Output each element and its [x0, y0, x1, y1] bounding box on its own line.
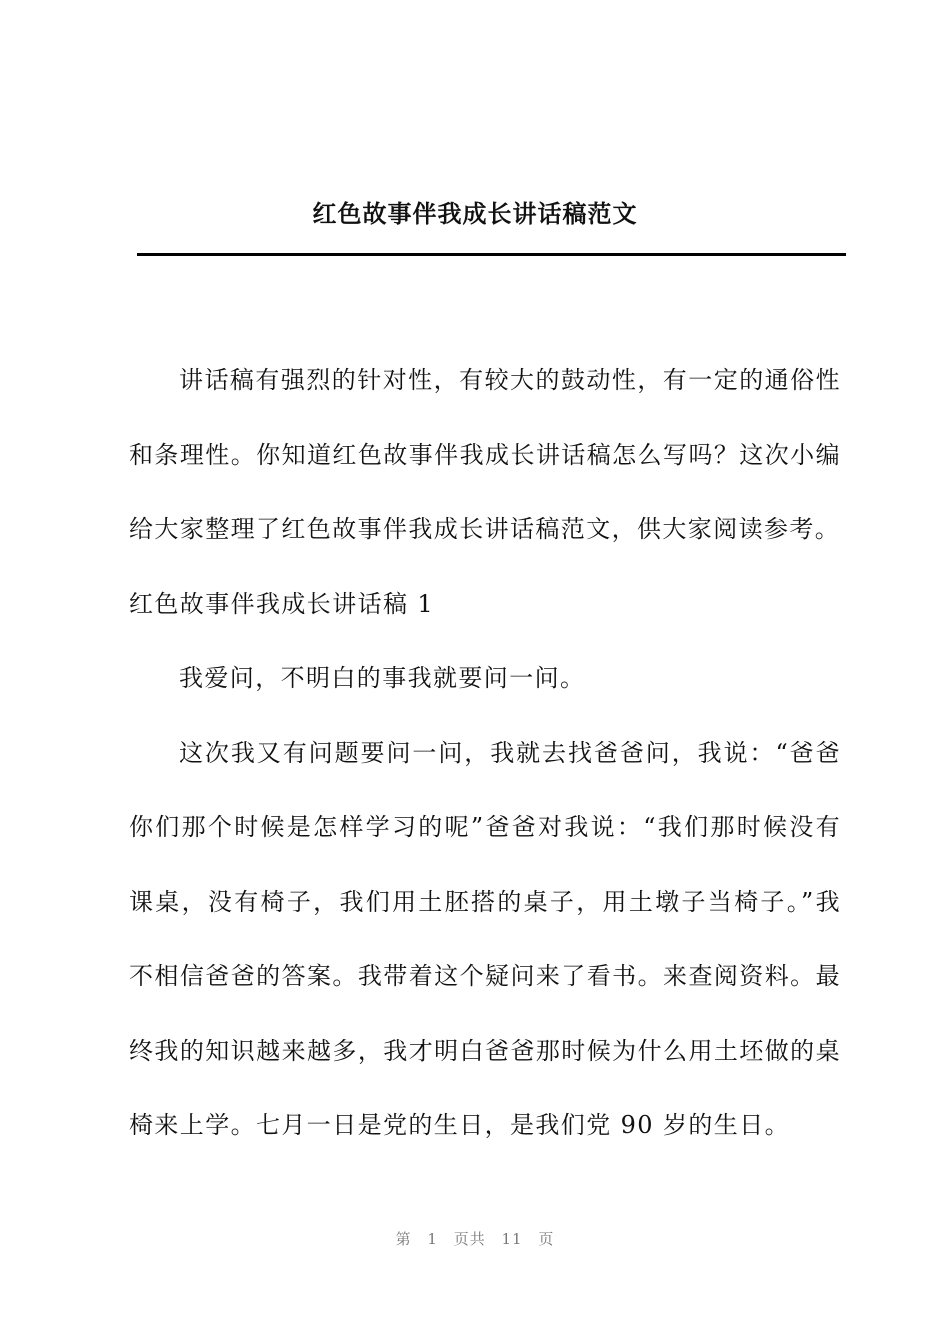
section-heading: 红色故事伴我成长讲话稿 1	[129, 589, 435, 618]
document-title: 红色故事伴我成长讲话稿范文	[312, 199, 638, 228]
body-paragraph-1: 我爱问，不明白的事我就要问一问。	[179, 664, 586, 692]
intro-paragraph: 讲话稿有强烈的针对性，有较大的鼓动性，有一定的通俗性和条理性。你知道红色故事伴我成长讲话稿怎么写吗？这次小编给大家整理了红色故事伴我成长讲话稿范文，供大家阅读参考。	[129, 366, 841, 543]
document-body	[129, 343, 841, 1163]
body-paragraph-2: 这次我又有问题要问一问，我就去找爸爸问，我说：“爸爸你们那个时候是怎样学习的呢”爸爸对我说：“我们那时候没有课桌，没有椅子，我们用土胚搭的桌子，用土墩子当椅子。”我不相信爸爸的答案。我带着这个疑问来了看书。来查阅资料。最终我的知识越来越多，我才明白爸爸那时候为什么用土坯做的桌椅来上学。七月一日是党的生日，是我们党 90 岁的生日。	[129, 738, 841, 1139]
title-divider	[137, 253, 846, 256]
page-footer: 第 1 页共 11 页	[395, 1230, 555, 1248]
